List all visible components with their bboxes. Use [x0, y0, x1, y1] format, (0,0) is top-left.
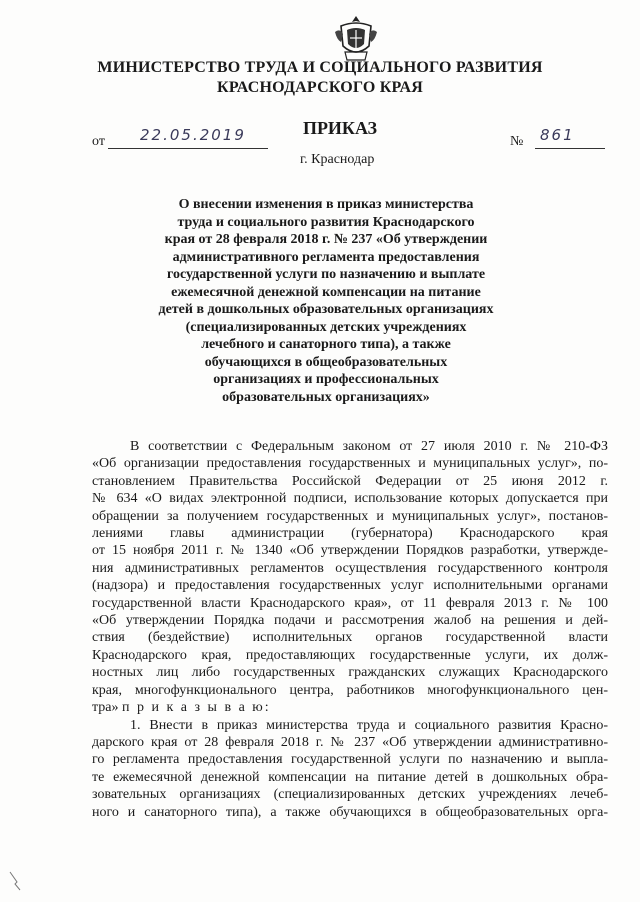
- body-line: ствия (бездействие) исполнительных органов государственной власти: [92, 630, 608, 646]
- document-title: ПРИКАЗ: [302, 118, 378, 138]
- subject-line: лечебного и санаторного типа), а также: [201, 337, 451, 352]
- body-line: края, многофункционального центра, работников многофункционального цен-: [92, 682, 608, 698]
- body-line: дарского края от 28 февраля 2018 г. № 237 «Об утверждении административно-: [92, 734, 608, 750]
- body-line: № 634 «О видах электронной подписи, использование которых допускается при: [92, 491, 608, 507]
- subject-line: (специализированных детских учреждениях: [185, 319, 467, 335]
- body-line-ending: [92, 699, 608, 716]
- date-underline: [108, 148, 268, 149]
- scan-artifact: [8, 870, 22, 892]
- body-line: го регламента предоставления государственной услуги по назначению и выпла-: [92, 752, 608, 768]
- body-line: ностных лиц либо государственных гражданских служащих Краснодарского: [92, 665, 608, 681]
- organization-name: [60, 58, 580, 98]
- date-label: от: [92, 134, 105, 149]
- subject-line: организациях и профессиональных: [213, 372, 439, 387]
- subject-line: образовательных организациях»: [222, 389, 430, 405]
- body-line: (надзора) и предоставления государственных услуг исполнительными органами: [92, 578, 608, 594]
- body-line: государственной власти Краснодарского края», от 11 февраля 2013 г. № 100: [92, 595, 608, 611]
- city-line: г. Краснодар: [300, 152, 375, 167]
- body-line: 1. Внести в приказ министерства труда и социального развития Красно-: [130, 717, 608, 733]
- order-verb: п р и к а з ы в а ю:: [122, 700, 271, 716]
- body-line: лениями главы администрации (губернатора) Краснодарского края: [92, 526, 608, 542]
- body-line: Краснодарского края, предоставляющих государственные услуги, их долж-: [92, 647, 608, 663]
- subject-line: ежемесячной денежной компенсации на питание: [171, 284, 481, 300]
- body-line: становлением Правительства Российской Федерации от 25 июня 2012 г.: [92, 473, 608, 489]
- body-line: «Об организации предоставления государственных и муниципальных услуг», по-: [92, 456, 608, 472]
- body-line: те ежемесячной денежной компенсации на питание детей в дошкольных обра-: [92, 769, 608, 785]
- order-subject: [140, 196, 512, 406]
- body-line: от 15 ноября 2011 г. № 1340 «Об утверждении Порядков разработки, утвержде-: [92, 543, 608, 559]
- subject-line: государственной услуги по назначению и выплате: [166, 267, 486, 282]
- order-body: [92, 438, 608, 821]
- subject-line: труда и социального развития Краснодарского: [177, 214, 475, 230]
- handwritten-date: 22.05.2019: [140, 126, 246, 144]
- number-label: №: [510, 134, 524, 149]
- number-underline: [535, 148, 605, 149]
- handwritten-number: 861: [540, 126, 575, 144]
- body-line: зовательных организациях (специализированных детских учреждениях лечеб-: [92, 787, 608, 803]
- body-line: «Об утверждении Порядка подачи и рассмотрения жалоб на решения и дей-: [92, 613, 608, 629]
- subject-line: административного регламента предоставления: [172, 249, 480, 265]
- body-line-ending-text: тра»: [92, 700, 119, 716]
- body-line: обращении за получением государственных и муниципальных услуг», постанов-: [92, 508, 608, 524]
- body-line: ния административных регламентов осуществления государственного контроля: [92, 560, 608, 576]
- subject-line: обучающихся в общеобразовательных: [204, 354, 448, 370]
- org-name-line-2: КРАСНОДАРСКОГО КРАЯ: [217, 79, 423, 96]
- subject-line: детей в дошкольных образовательных организациях: [158, 302, 494, 317]
- body-line: В соответствии с Федеральным законом от 27 июля 2010 г. № 210-ФЗ: [130, 439, 608, 454]
- subject-line: О внесении изменения в приказ министерства: [178, 197, 474, 212]
- body-line: ного и санаторного типа), а также обучающихся в общеобразовательных орга-: [92, 804, 608, 820]
- org-name-line-1: МИНИСТЕРСТВО ТРУДА И СОЦИАЛЬНОГО РАЗВИТИЯ: [97, 59, 543, 76]
- subject-line: края от 28 февраля 2018 г. № 237 «Об утверждении: [164, 232, 488, 247]
